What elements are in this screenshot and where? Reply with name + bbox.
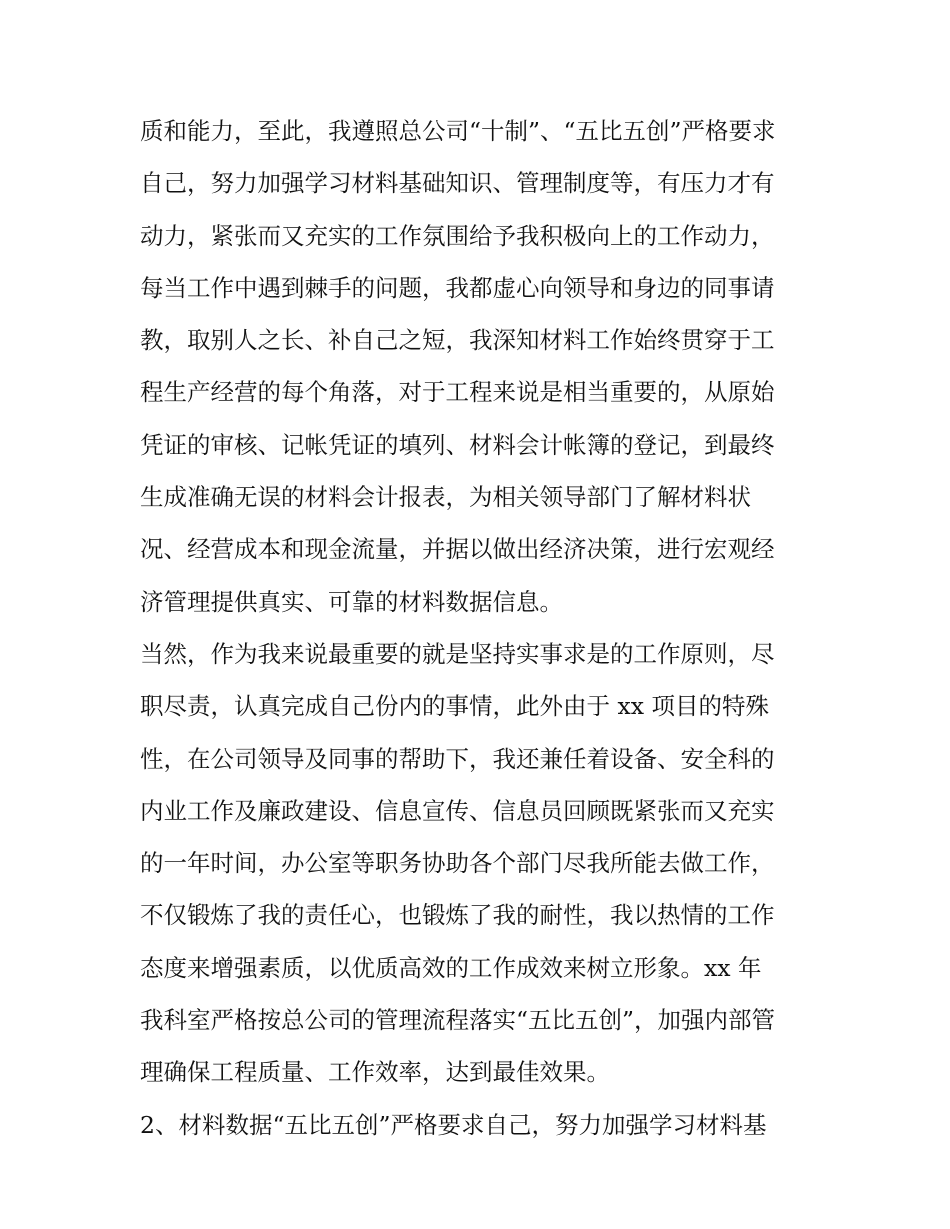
text-line: 职尽责，认真完成自己份内的事情，此外由于 xx 项目的特殊: [140, 692, 769, 721]
text-line: 生成准确无误的材料会计报表，为相关领导部门了解材料状: [140, 483, 751, 512]
text-line: 程生产经营的每个角落，对于工程来说是相当重要的，从原始: [140, 378, 775, 407]
text-line: 教，取别人之长、补自己之短，我深知材料工作始终贯穿于工: [140, 326, 775, 355]
text-line: 我科室严格按总公司的管理流程落实“五比五创”，加强内部管: [140, 1006, 776, 1035]
body-text: [140, 105, 820, 1151]
text-line: 凭证的审核、记帐凭证的填列、材料会计帐簿的登记，到最终: [140, 430, 775, 459]
text-line: 动力，紧张而又充实的工作氛围给予我积极向上的工作动力，: [140, 221, 775, 250]
text-line: 况、经营成本和现金流量，并据以做出经济决策，进行宏观经: [140, 535, 775, 564]
text-line: 2、材料数据“五比五创”严格要求自己，努力加强学习材料基: [140, 1110, 767, 1139]
text-line: 性，在公司领导及同事的帮助下，我还兼任着设备、安全科的: [140, 744, 775, 773]
text-line: 当然，作为我来说最重要的就是坚持实事求是的工作原则，尽: [140, 639, 775, 668]
text-line: 内业工作及廉政建设、信息宣传、信息员回顾既紧张而又充实: [140, 796, 775, 825]
text-line: 的一年时间，办公室等职务协助各个部门尽我所能去做工作，: [140, 849, 775, 878]
text-line: 态度来增强素质，以优质高效的工作成效来树立形象。xx 年: [140, 953, 762, 982]
text-line: 理确保工程质量、工作效率，达到最佳效果。: [140, 1058, 610, 1087]
text-line: 济管理提供真实、可靠的材料数据信息。: [140, 587, 563, 616]
text-line: 自己，努力加强学习材料基础知识、管理制度等，有压力才有: [140, 169, 775, 198]
text-line: 不仅锻炼了我的责任心，也锻炼了我的耐性，我以热情的工作: [140, 901, 775, 930]
text-line: 每当工作中遇到棘手的问题，我都虚心向领导和身边的同事请: [140, 273, 775, 302]
text-line: 质和能力，至此，我遵照总公司“十制”、“五比五创”严格要求: [140, 117, 776, 145]
